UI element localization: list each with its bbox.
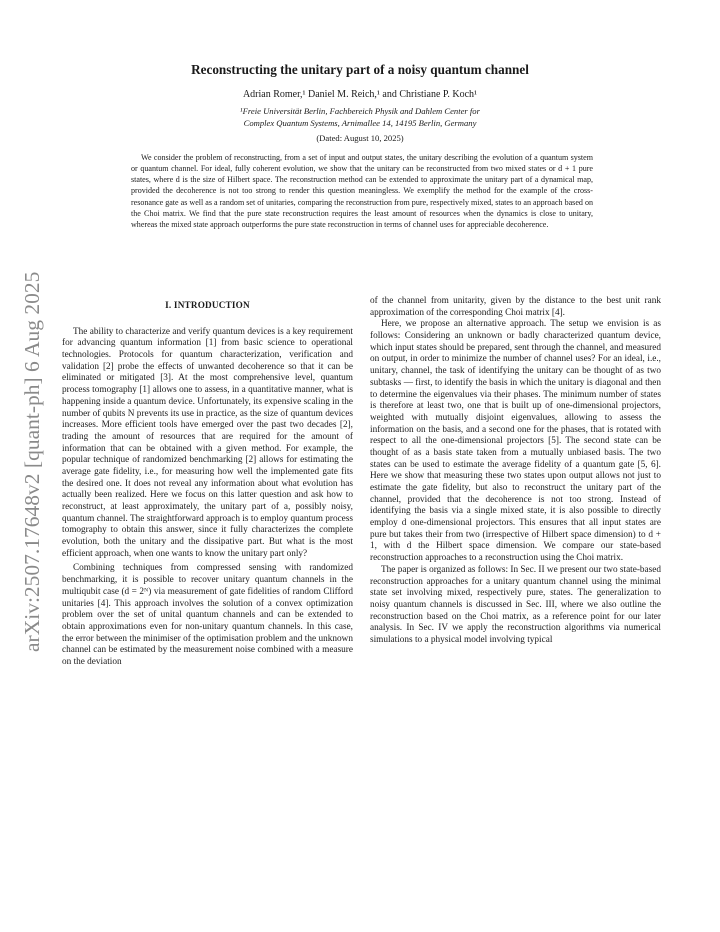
right-column [370, 296, 661, 647]
intro-paragraph-2: Combining techniques from compressed sensing with randomized benchmarking, it is possible to recover unitary quantum channels in the multiqubit case (d = 2ᴺ) via measurement of gate fidelities of random Clifford unitaries [4]. This approach involves the solution of a convex optimization problem over the set of unital quantum channels and can be extended to obtain approximations even for non-unitary quantum channels. In this case, the error between the minimiser of the optimisation problem and the unknown channel can be estimated by the measurement noise combined with a measure on the deviation [62, 563, 353, 667]
affiliation [110, 106, 610, 129]
intro-paragraph-3: Here, we propose an alternative approach. The setup we envision is as follows: Considering an unknown or badly characterized quantum device, which input states should be prepared, sent through the channel, and measured on output, in order to minimize the number of channel uses? For an ideal, i.e., unitary, channel, the task of identifying the unitary can be thought of as two subtasks — first, to identify the basis in which the unitary is diagonal and then to determine the eigenvalues via their phases. The minimum number of states is therefore at least two, one that is built up of one-dimensional projectors, weighted with mutually disjoint eigenvalues, allowing to assess the information on the basis, and a second one for the phases, that is rotated with respect to all the one-dimensional projectors [5]. The second state can be thought of as a basis state taken from a mutually unbiased basis. The two states can be used to estimate the average fidelity of a quantum gate [5, 6]. Here we show that measuring these two states upon output allows not just to estimate the gate fidelity, but also to reconstruct the unitary part of the channel, provided that the decoherence is not too strong. Instead of identifying the basis via a single mixed state, it is also possible to directly employ d one-dimensional projectors. This ensures that all input states are pure but takes their from two (irrespective of Hilbert space dimension) to d + 1, with d the Hilbert space dimension. We compare our state-based reconstruction approaches to a reconstruction using the Choi matrix. [370, 319, 661, 564]
affiliation-line-2: Complex Quantum Systems, Arnimallee 14, 14195 Berlin, Germany [243, 117, 477, 128]
section-heading-introduction: I. INTRODUCTION [165, 300, 250, 310]
author-list: Adrian Romer,¹ Daniel M. Reich,¹ and Christiane P. Koch¹ [242, 89, 478, 100]
intro-paragraph-1: The ability to characterize and verify quantum devices is a key requirement for advancing quantum information [1] from basic science to operational technologies. Protocols for quantum characterization, verification and validation [2] probe the effects of unwanted decoherence so that it can be eliminated or mitigated [3]. At the most comprehensive level, quantum process tomography [1] allows one to assess, in a quantitative manner, what is happening inside a quantum device. Unfortunately, its expensive scaling in the number of qubits N prevents its use in practice, as the size of quantum devices increases. More efficient tools have emerged over the past two decades [2], trading the amount of resources that are required for the amount of information that can be obtained with a given method. For example, the popular technique of randomized benchmarking [2] allows for estimating the average gate fidelity, i.e., for measuring how well the implemented gate fits the desired one. It does not reveal any information about what evolution has actually been realized. Here we focus on this latter question and ask how to reconstruct, at least approximately, the unitary part of a, possibly noisy, quantum channel. The straightforward approach is to employ quantum process tomography to obtain this answer, since it fully characterizes the complete evolution, both the unitary and the dissipative part. But what is the most efficient approach, when one wants to know the unitary part only? [62, 326, 353, 559]
intro-paragraph-4: The paper is organized as follows: In Sec. II we present our two state-based reconstruction approaches for a unitary quantum channel using the minimal state set involving mixed, respectively pure, states. The generalization to noisy quantum channels is discussed in Sec. III, where we also outline the reconstruction based on the Choi matrix, as a reference point for our later analysis. In Sec. IV we apply the reconstruction algorithms via numerical simulations to a physical model involving typical [370, 564, 661, 645]
abstract: We consider the problem of reconstructing, from a set of input and output states, the unitary describing the evolution of a quantum system or quantum channel. For ideal, fully coherent evolution, we show that the unitary can be reconstructed from two mixed states or d + 1 pure states, where d is the size of Hilbert space. The reconstruction method can be extended to approximate the unitary part of a dynamical map, provided the decoherence is not too strong to render this question meaningless. We exemplify the method for the example of the cross-resonance gate as well as a random set of unitaries, comparing the reconstruction from pure, respectively mixed, states to an approach based on the Choi matrix. We find that the pure state reconstruction requires the least amount of resources when the dynamics is close to unitary, whereas the mixed state approach outperforms the pure state reconstruction in terms of channel uses for appreciable decoherence. [131, 153, 593, 229]
intro-paragraph-2-continued: of the channel from unitarity, given by the distance to the best unit rank approximation of the corresponding Choi matrix [4]. [370, 296, 661, 318]
affiliation-line-1: ¹Freie Universität Berlin, Fachbereich Physik and Dahlem Center for [240, 106, 480, 116]
left-column [62, 296, 353, 669]
date-line: (Dated: August 10, 2025) [316, 133, 404, 143]
paper-title: Reconstructing the unitary part of a noisy quantum channel [191, 62, 529, 77]
arxiv-identifier: arXiv:2507.17648v2 [quant-ph] 6 Aug 2025 [20, 271, 44, 653]
